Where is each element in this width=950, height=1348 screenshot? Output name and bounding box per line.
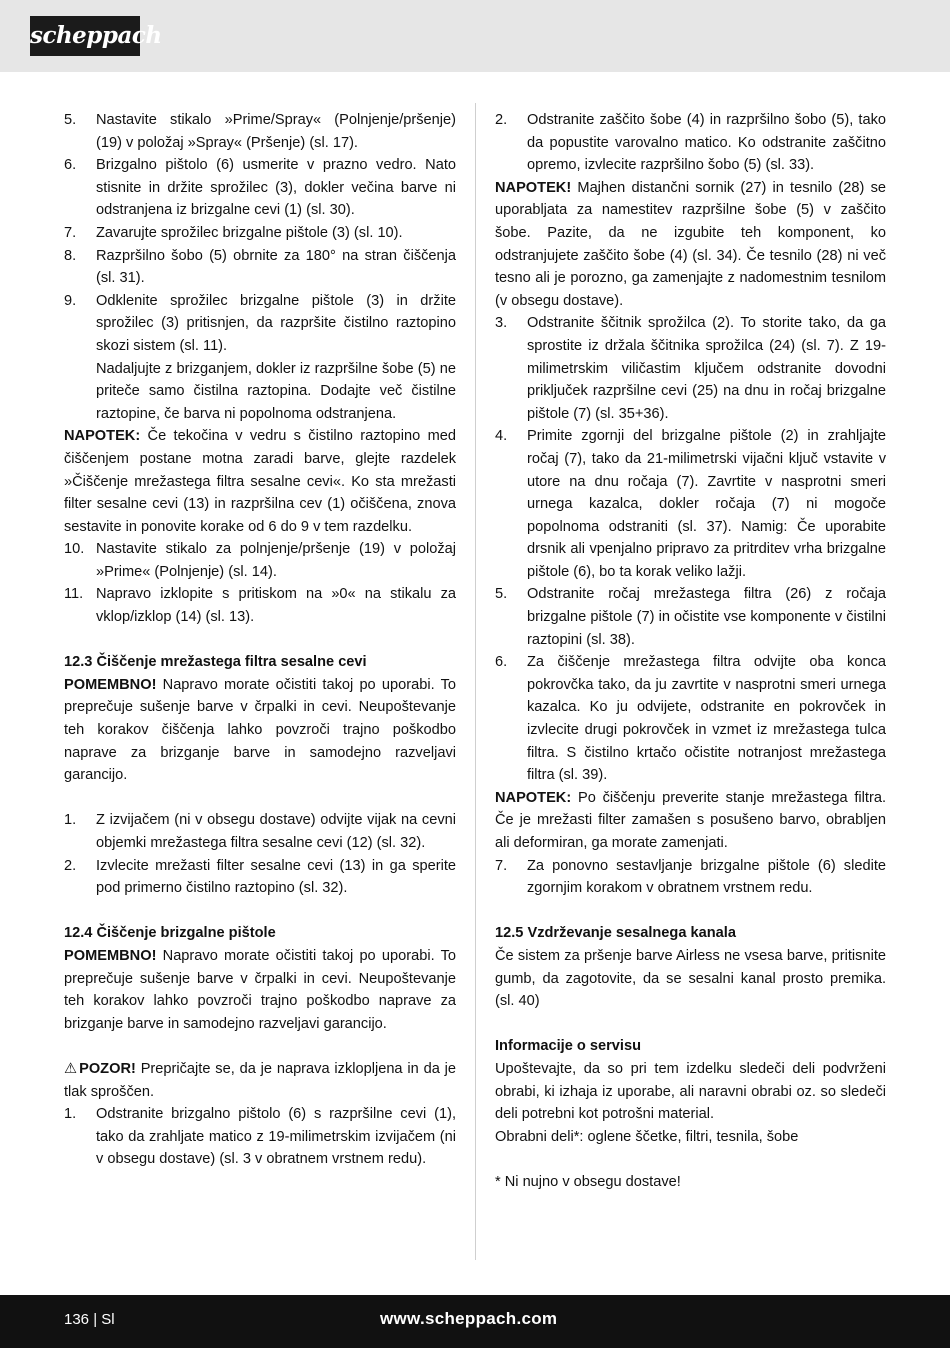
- note-text: Majhen distančni sornik (27) in tesnilo (28) se uporabljata za namestitev razpršilne šobe (5) v zaščito šobe. Pazite, da ne izgubite teh komponent, ko odstranjujete zaščito šobe (4) (sl. 34). Če tesnilo (28) ni več tesno ali je porozno, ga zamenjajte z nadomestnim tesnilom (v obsegu dostave).: [495, 179, 886, 309]
- step9-continuation: Nadaljujte z brizganjem, dokler iz razpršilne šobe (5) ne priteče samo čistilna raztopina. Dodajte več čistilne raztopine, če barva ni popolnoma odstranjena.: [96, 360, 456, 422]
- list-item: [495, 109, 886, 177]
- list-number: 2.: [64, 857, 77, 874]
- important-paragraph: [64, 674, 456, 787]
- list-number: 1.: [64, 1106, 77, 1123]
- list-number: 7.: [64, 224, 77, 241]
- note-paragraph: [495, 177, 886, 313]
- note-text: Če tekočina v vedru s čistilno raztopino med čiščenjem postane motna zaradi barve, glejte razdelek »Čiščenje mrežastega filtra sesalne cevi«. Ko sta mrežasti filter sesalne cevi (13) in razpršilna cev (1) očiščena, znova sestavite in ponovite korake od 6 do 9 v tem razdelku.: [64, 428, 456, 535]
- list-text: Odstranite ščitnik sprožilca (2). To storite tako, da ga sprostite iz držala ščitnika sprožilca (24) (sl. 7). Z 19-milimetrskim viličastim ključem odstranite dovodni priključek razpršilne cevi (25) na dnu in ročaj brizgalne pištole (7) (sl. 35+36).: [527, 315, 886, 422]
- section-12-5-text: Če sistem za pršenje barve Airless ne vsesa barve, pritisnite gumb, da zagotovite, da se sesalni kanal prosto premika. (sl. 40): [495, 947, 886, 1010]
- section-12-4-title: 12.4 Čiščenje brizgalne pištole: [64, 925, 276, 942]
- list-text: Odstranite brizgalno pištolo (6) s razpršilne cevi (1), tako da zrahljate matico z 19-milimetrskim izvijačem (ni v obsegu dostave) (sl. 3 v obratnem vrstnem redu).: [96, 1106, 456, 1168]
- scheppach-logo: scheppach: [30, 16, 140, 56]
- list-number: 2.: [495, 112, 508, 128]
- important-label: POMEMBNO!: [64, 947, 157, 964]
- list-text: Za čiščenje mrežastega filtra odvijte oba konca pokrovčka tako, da ju zavrtite v nasprotni smeri urnega kazalca. Ko ju odvijete, odstranite en pokrovček in izvlecite drugi pokrovček in vzmet iz mrežastega tulca filtra. S čistilno krtačo očistite notranjost mrežastega filtra (sl. 39).: [527, 654, 886, 784]
- list-item: [64, 583, 456, 628]
- list-text: Primite zgornji del brizgalne pištole (2) in zrahljajte ročaj (7), tako da 21-milimetrski vijačni ključ vstavite v utore na dnu ročaja (7). Zavrtite v nasprotni smeri urnega kazalca, dokler ročaja (7) ni mogoče popolnoma odstraniti (sl. 37). Namig: Če uporabite drsnik ali vpenjalno pripravo za pritrditev vrha brizgalne pištole (6), bo ta korak veliko lažji.: [527, 428, 886, 580]
- list-number: 3.: [495, 315, 508, 332]
- list-item: [495, 312, 886, 425]
- wear-parts: Obrabni deli*: oglene ščetke, filtri, tesnila, šobe: [495, 1128, 799, 1145]
- left-column: [64, 109, 456, 1171]
- list-item: [64, 1103, 456, 1171]
- list-item: [64, 290, 456, 358]
- list-number: 6.: [64, 157, 77, 174]
- website-url: www.scheppach.com: [380, 1309, 558, 1328]
- list-text: Napravo izklopite s pritiskom na »0« na stikalu za vklop/izklop (14) (sl. 13).: [96, 586, 456, 626]
- page-number: 136 | Sl: [64, 1311, 115, 1328]
- list-item: [64, 855, 456, 900]
- note-text: Po čiščenju preverite stanje mrežastega filtra. Če je mrežasti filter zamašen s posušeno barvo, obrabljen ali deformiran, ga morate zamenjati.: [495, 789, 886, 851]
- page-header: [0, 0, 950, 72]
- list-number: 8.: [64, 247, 77, 264]
- section-12-3-title: 12.3 Čiščenje mrežastega filtra sesalne cevi: [64, 654, 367, 671]
- important-text: Napravo morate očistiti takoj po uporabi. To preprečuje sušenje barve v črpalki in cevi. Neupoštevanje teh korakov lahko povzroči trajno poškodbo naprave za brizganje barve in samodejno razveljavi garancijo.: [64, 947, 456, 1032]
- note-label: NAPOTEK:: [64, 428, 141, 445]
- list-number: 11.: [64, 586, 84, 603]
- list-number: 1.: [64, 812, 77, 829]
- list-text: Razpršilno šobo (5) obrnite za 180° na stran čiščenja (sl. 31).: [96, 247, 456, 287]
- list-item: [64, 538, 456, 583]
- warning-label: POZOR!: [79, 1060, 136, 1077]
- service-title: Informacije o servisu: [495, 1038, 641, 1055]
- list-item: [64, 245, 456, 290]
- section-12-5-title: 12.5 Vzdrževanje sesalnega kanala: [495, 925, 736, 942]
- column-divider: [475, 103, 476, 1260]
- note-label: NAPOTEK!: [495, 179, 572, 196]
- list-item: [64, 154, 456, 222]
- important-text: Napravo morate očistiti takoj po uporabi. To preprečuje sušenje barve v črpalki in cevi. Neupoštevanje teh korakov čiščenja lahko povzroči trajno poškodbo naprave za brizganje barve in samodejno razveljavi garancijo.: [64, 676, 456, 784]
- list-text: Nastavite stikalo za polnjenje/pršenje (19) v položaj »Prime« (Polnjenje) (sl. 14).: [96, 541, 456, 580]
- warning-text: Prepričajte se, da je naprava izklopljena in da je tlak sproščen.: [64, 1060, 456, 1100]
- list-item: [64, 109, 456, 154]
- page-footer: [0, 1295, 950, 1348]
- list-text: Zavarujte sprožilec brizgalne pištole (3) (sl. 10).: [96, 224, 403, 241]
- list-text: Brizgalno pištolo (6) usmerite v prazno vedro. Nato stisnite in držite sprožilec (3), dokler večina barve ni odstranjena iz brizgalne cevi (1) (sl. 30).: [96, 157, 456, 219]
- important-paragraph-2: [64, 945, 456, 1035]
- warning-triangle-icon: ⚠: [64, 1060, 78, 1077]
- list-number: 9.: [64, 292, 77, 309]
- list-item: [495, 425, 886, 583]
- list-item: [495, 855, 886, 900]
- list-number: 5.: [495, 586, 508, 603]
- service-text: Upoštevajte, da so pri tem izdelku sledeči deli podvrženi obrabi, ki izhaja iz uporabe, ali naravni obrabi oz. so sledeči deli potrebni kot potrošni material.: [495, 1060, 886, 1123]
- list-text: Izvlecite mrežasti filter sesalne cevi (13) in ga sperite pod primerno čistilno raztopino (sl. 32).: [96, 857, 456, 897]
- list-number: 6.: [495, 654, 508, 671]
- list-text: Nastavite stikalo »Prime/Spray« (Polnjenje/pršenje) (19) v položaj »Spray« (Pršenje) (sl. 17).: [96, 112, 456, 151]
- note-paragraph-2: [495, 787, 886, 855]
- footnote: * Ni nujno v obsegu dostave!: [495, 1173, 681, 1190]
- list-number: 7.: [495, 857, 508, 874]
- note-label: NAPOTEK:: [495, 789, 572, 806]
- important-label: POMEMBNO!: [64, 676, 157, 693]
- list-text: Odstranite zaščito šobe (4) in razpršilno šobo (5), tako da popustite varovalno matico. Ko odstranite zaščitno opremo, izvlecite razpršilno šobo (5) (sl. 33).: [527, 112, 886, 174]
- list-item: [495, 651, 886, 787]
- note-paragraph: [64, 425, 456, 538]
- list-text: Odstranite ročaj mrežastega filtra (26) z ročaja brizgalne pištole (7) in očistite vse komponente v čistilni raztopini (sl. 38).: [527, 586, 886, 648]
- list-item: [64, 222, 456, 245]
- list-number: 5.: [64, 112, 77, 128]
- list-item: [495, 583, 886, 651]
- list-text: Z izvijačem (ni v obsegu dostave) odvijte vijak na cevni objemki mrežastega filtra sesalne cevi (12) (sl. 32).: [96, 812, 456, 851]
- warning-paragraph: [64, 1058, 456, 1103]
- list-text: Za ponovno sestavljanje brizgalne pištole (6) sledite zgornjim korakom v obratnem vrstnem redu.: [527, 857, 886, 897]
- list-number: 4.: [495, 428, 508, 445]
- list-number: 10.: [64, 541, 85, 558]
- right-column: [495, 109, 886, 1194]
- list-item: [64, 809, 456, 854]
- list-text: Odklenite sprožilec brizgalne pištole (3) in držite sprožilec (3) pritisnjen, da razpršite čistilno raztopino skozi sistem (sl. 11).: [96, 292, 456, 354]
